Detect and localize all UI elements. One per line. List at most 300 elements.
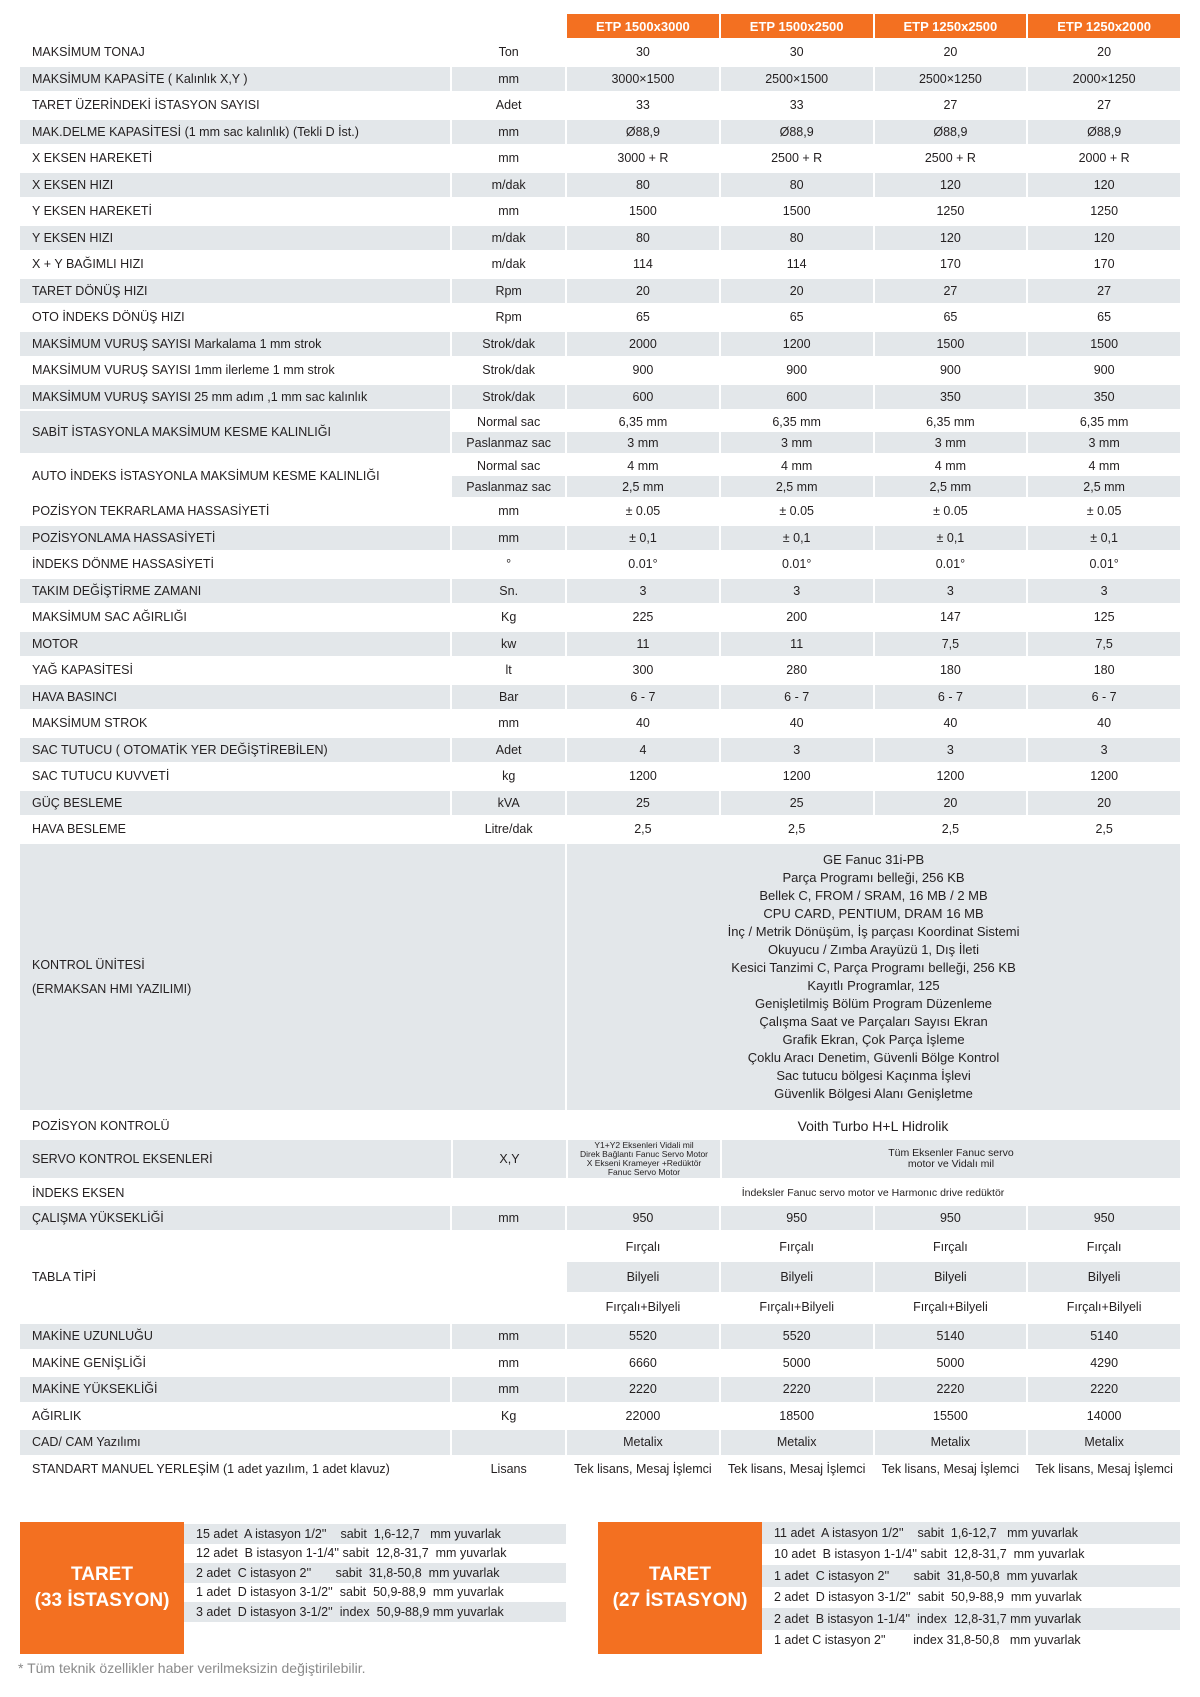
- row-value: 2,5: [787, 822, 806, 837]
- spec-rows-bottom: [20, 1324, 1180, 1481]
- row-unit: kw: [452, 632, 565, 657]
- row-unit: m/dak: [452, 226, 565, 251]
- spec-row: [20, 685, 1180, 710]
- row-value: 2220: [1028, 1377, 1180, 1402]
- spec-row: [20, 332, 1180, 357]
- row-unit: lt: [505, 663, 512, 678]
- row-value: 2,5 mm: [567, 476, 719, 497]
- row-label: STANDART MANUEL YERLEŞİM (1 adet yazılım, 1 adet klavuz): [32, 1461, 390, 1476]
- turret-section: [20, 1522, 1180, 1654]
- turret-27-list: [762, 1522, 1180, 1654]
- row-value-group: [721, 411, 873, 453]
- row-value: 7,5: [1028, 632, 1180, 657]
- row-value: 4 mm: [781, 458, 813, 473]
- table-type-option: Fırçalı+Bilyeli: [759, 1300, 834, 1314]
- row-value: ± 0,1: [875, 526, 1027, 551]
- row-value: 40: [943, 716, 958, 731]
- row-label: SAC TUTUCU ( OTOMATİK YER DEĞİŞTİREBİLEN): [20, 738, 450, 763]
- row-value: 120: [875, 173, 1027, 198]
- turret-33-badge: TARET (33 İSTASYON): [20, 1522, 184, 1654]
- spec-row: [20, 817, 1180, 842]
- turret-station-item: 11 adet A istasyon 1/2'' sabit 1,6-12,7 mm yuvarlak: [762, 1522, 1180, 1544]
- control-feature: Parça Programı belleği, 256 KB: [782, 869, 965, 885]
- row-value: 350: [1028, 385, 1180, 410]
- row-unit: [452, 1430, 565, 1455]
- row-value: 114: [786, 257, 807, 272]
- spec-row: [20, 40, 1180, 65]
- row-label: SAC TUTUCU KUVVETİ: [32, 769, 170, 784]
- row-label: İNDEKS EKSEN: [32, 1185, 125, 1200]
- row-value: 6 - 7: [1028, 685, 1180, 710]
- row-label: MAKSİMUM KAPASİTE ( Kalınlık X,Y ): [20, 67, 450, 92]
- row-value: 20: [567, 279, 719, 304]
- row-value: 20: [1097, 45, 1112, 60]
- control-feature: Kesici Tanzimi C, Parça Programı belleği, 256 KB: [731, 959, 1016, 975]
- row-unit: mm: [498, 151, 520, 166]
- row-value: 1200: [936, 769, 965, 784]
- row-unit: mm: [452, 67, 565, 92]
- row-value: 15500: [933, 1408, 968, 1423]
- row-unit: Rpm: [452, 279, 565, 304]
- row-value: 40: [635, 716, 650, 731]
- row-unit: mm: [452, 1324, 565, 1349]
- row-value: 80: [721, 173, 873, 198]
- control-feature: Sac tutucu bölgesi Kaçınma İşlevi: [776, 1067, 971, 1083]
- control-feature: Genişletilmiş Bölüm Program Düzenleme: [755, 995, 993, 1011]
- row-unit: Sn.: [452, 579, 565, 604]
- row-value: 5140: [1028, 1324, 1180, 1349]
- turret-station-item: 1 adet C istasyon 2" index 31,8-50,8 mm yuvarlak: [774, 1633, 1081, 1648]
- spec-row: [20, 1324, 1180, 1349]
- row-value: 225: [632, 610, 654, 625]
- turret-station-item: 3 adet D istasyon 3-1/2'' index 50,9-88,9 mm yuvarlak: [184, 1602, 566, 1622]
- row-value: 0.01°: [782, 557, 812, 572]
- row-unit: Kg: [501, 610, 517, 625]
- row-label: MAKSİMUM VURUŞ SAYISI 25 mm adım ,1 mm sac kalınlık: [20, 385, 450, 410]
- row-value: 25: [721, 791, 873, 816]
- row-unit: kVA: [452, 791, 565, 816]
- control-feature: Çoklu Aracı Denetim, Güvenli Bölge Kontrol: [747, 1049, 1000, 1065]
- servo-axes-row: [20, 1140, 1180, 1178]
- row-value: 27: [943, 98, 958, 113]
- row-value: 65: [943, 310, 958, 325]
- row-value: 170: [1093, 257, 1115, 272]
- row-label: TARET DÖNÜŞ HIZI: [20, 279, 450, 304]
- row-value: Metalix: [567, 1430, 719, 1455]
- row-value: ± 0.05: [933, 504, 968, 519]
- row-unit: Paslanmaz sac: [452, 432, 565, 453]
- spec-row: [20, 358, 1180, 383]
- row-value: ± 0.05: [779, 504, 814, 519]
- row-value: 6,35 mm: [618, 414, 668, 429]
- row-value: 5520: [567, 1324, 719, 1349]
- table-type-option: Fırçalı: [625, 1240, 661, 1254]
- row-value: 120: [1028, 173, 1180, 198]
- table-type-option: Fırçalı+Bilyeli: [913, 1300, 988, 1314]
- row-value: 2500×1500: [721, 67, 873, 92]
- row-label: MAKSİMUM TONAJ: [32, 45, 145, 60]
- spec-row: [20, 526, 1180, 551]
- row-unit: X,Y: [453, 1140, 566, 1178]
- row-value: 600: [567, 385, 719, 410]
- row-value: 1200: [629, 769, 657, 784]
- row-label: X EKSEN HAREKETİ: [32, 151, 153, 166]
- control-unit-row: [20, 844, 1180, 1110]
- control-feature: Kayıtlı Programlar, 125: [807, 977, 940, 993]
- row-value: 120: [1028, 226, 1180, 251]
- control-unit-label: KONTROL ÜNİTESİ: [32, 957, 145, 972]
- row-value-group: [1028, 411, 1180, 453]
- table-type-option: Fırçalı: [933, 1240, 968, 1254]
- row-value: 2,5 mm: [875, 476, 1027, 497]
- row-value: ± 0,1: [1028, 526, 1180, 551]
- row-value: 120: [875, 226, 1027, 251]
- row-unit: Ton: [498, 45, 519, 60]
- row-value: Ø88,9: [1028, 120, 1180, 145]
- turret-station-item: 1 adet D istasyon 3-1/2'' sabit 50,9-88,9 mm yuvarlak: [196, 1585, 504, 1600]
- row-unit: kg: [502, 769, 516, 784]
- row-value: 3: [721, 579, 873, 604]
- control-feature: Güvenlik Bölgesi Alanı Genişletme: [774, 1085, 973, 1101]
- row-value: ± 0.05: [625, 504, 661, 519]
- row-value: Ø88,9: [567, 120, 719, 145]
- row-value: ± 0.05: [1086, 504, 1122, 519]
- row-value: 80: [721, 226, 873, 251]
- row-value: 2000×1250: [1028, 67, 1180, 92]
- row-value: 27: [1097, 98, 1112, 113]
- row-value: Tek lisans, Mesaj İşlemci: [727, 1461, 866, 1476]
- spec-row: [20, 305, 1180, 330]
- row-value: 20: [721, 279, 873, 304]
- spec-row: [20, 1377, 1180, 1402]
- row-value: Tek lisans, Mesaj İşlemci: [574, 1461, 712, 1476]
- row-unit: Rpm: [495, 310, 522, 325]
- row-unit-group: [452, 411, 565, 453]
- row-value: 4 mm: [627, 458, 659, 473]
- turret-27-badge: TARET (27 İSTASYON): [598, 1522, 762, 1654]
- row-value: 1200: [1090, 769, 1119, 784]
- row-value: 6,35 mm: [926, 414, 975, 429]
- row-value: 2000: [567, 332, 719, 357]
- row-unit: mm: [452, 1377, 565, 1402]
- row-value: 6660: [629, 1355, 657, 1370]
- row-value: 3000×1500: [567, 67, 719, 92]
- row-value: 147: [939, 610, 961, 625]
- row-value: 6,35 mm: [772, 414, 821, 429]
- row-label: İNDEKS DÖNME HASSASİYETİ: [32, 557, 214, 572]
- row-label: MAKİNE UZUNLUĞU: [20, 1324, 450, 1349]
- spec-rows-cutting: [20, 411, 1180, 497]
- spec-rows-top: [20, 40, 1180, 409]
- spec-row: [20, 1404, 1180, 1429]
- row-label: YAĞ KAPASİTESİ: [32, 663, 133, 678]
- spec-row: [20, 1351, 1180, 1376]
- servo-line: motor ve Vidalı mil: [907, 1157, 995, 1170]
- row-value: 33: [635, 98, 650, 113]
- row-label: MAK.DELME KAPASİTESİ (1 mm sac kalınlık) (Tekli D İst.): [20, 120, 450, 145]
- row-value: 350: [875, 385, 1027, 410]
- index-axis-row: [20, 1180, 1180, 1206]
- turret-station-item: 1 adet C istasyon 2'' sabit 31,8-50,8 mm yuvarlak: [762, 1565, 1180, 1587]
- row-value: 3: [1028, 579, 1180, 604]
- turret-station-item: 10 adet B istasyon 1-1/4'' sabit 12,8-31,7 mm yuvarlak: [774, 1547, 1085, 1562]
- spec-row: [20, 579, 1180, 604]
- row-label: OTO İNDEKS DÖNÜŞ HIZI: [32, 310, 185, 325]
- row-value: 2500 + R: [924, 151, 976, 166]
- spec-row: [20, 252, 1180, 277]
- row-value: 2220: [875, 1377, 1027, 1402]
- spec-row: [20, 738, 1180, 763]
- row-value: 1500: [875, 332, 1027, 357]
- spec-row: [20, 632, 1180, 657]
- row-value: 1250: [936, 204, 965, 219]
- row-unit: mm: [452, 1206, 565, 1231]
- spec-row: [20, 173, 1180, 198]
- servo-line: Y1+Y2 Eksenleri Vidali mil: [594, 1139, 694, 1150]
- control-feature: Bellek C, FROM / SRAM, 16 MB / 2 MB: [759, 887, 988, 903]
- row-value: 2,5: [634, 822, 652, 837]
- row-value: 3: [1028, 738, 1180, 763]
- row-label: MOTOR: [20, 632, 450, 657]
- row-label: TABLA TİPİ: [32, 1270, 97, 1284]
- row-value: 2220: [567, 1377, 719, 1402]
- spec-rows-mid: [20, 499, 1180, 842]
- spec-row: [20, 385, 1180, 410]
- row-label: MAKİNE GENİŞLİĞİ: [32, 1355, 146, 1370]
- row-label: X EKSEN HIZI: [20, 173, 450, 198]
- row-value: Ø88,9: [721, 120, 873, 145]
- row-unit: m/dak: [491, 257, 526, 272]
- table-type-column: [1028, 1232, 1180, 1322]
- control-feature: İnç / Metrik Dönüşüm, İş parçası Koordinat Sistemi: [727, 923, 1020, 939]
- spec-row: [20, 199, 1180, 224]
- position-control-row: [20, 1112, 1180, 1140]
- row-value: 900: [632, 363, 654, 378]
- row-value: 2,5 mm: [1028, 476, 1180, 497]
- table-type-row: [20, 1232, 1180, 1322]
- row-unit: Lisans: [490, 1461, 527, 1476]
- row-label: MAKSİMUM SAC AĞIRLIĞI: [32, 610, 187, 625]
- row-value: 1250: [1090, 204, 1119, 219]
- row-label: MAKİNE YÜKSEKLİĞİ: [20, 1377, 450, 1402]
- table-type-column: [721, 1232, 873, 1322]
- row-value: 5000: [936, 1355, 965, 1370]
- row-value: 600: [721, 385, 873, 410]
- row-value: 5000: [782, 1355, 811, 1370]
- row-value: Ø88,9: [875, 120, 1027, 145]
- table-type-option: Fırçalı+Bilyeli: [1066, 1300, 1142, 1314]
- cutting-thickness-row: [20, 411, 1180, 453]
- row-unit: Adet: [495, 98, 522, 113]
- table-type-option: Bilyeli: [1028, 1262, 1180, 1292]
- index-axis-value: İndeksler Fanuc servo motor ve Harmonıc drive redüktör: [741, 1186, 1005, 1199]
- spec-row: [20, 67, 1180, 92]
- footnote: * Tüm teknik özellikler haber verilmeksizin değiştirilebilir.: [18, 1660, 366, 1676]
- row-label: MAKSİMUM STROK: [32, 716, 148, 731]
- spec-row: [20, 499, 1180, 524]
- row-value: 3: [567, 579, 719, 604]
- row-value: 3 mm: [567, 432, 719, 453]
- row-value: 0.01°: [628, 557, 658, 572]
- servo-line: X Ekseni Krameyer +Redüktör: [586, 1157, 702, 1168]
- row-value: 900: [786, 363, 808, 378]
- spec-row: [20, 658, 1180, 683]
- control-unit-features: [567, 844, 1180, 1110]
- row-value: 1200: [721, 332, 873, 357]
- row-value-group: [567, 455, 719, 497]
- row-label: CAD/ CAM Yazılımı: [20, 1430, 450, 1455]
- row-value: 6 - 7: [721, 685, 873, 710]
- row-value: 900: [939, 363, 961, 378]
- row-value: ± 0,1: [721, 526, 873, 551]
- row-value: 1500: [782, 204, 811, 219]
- row-value: Tek lisans, Mesaj İşlemci: [881, 1461, 1020, 1476]
- row-value: 2500×1250: [875, 67, 1027, 92]
- row-value: 1500: [629, 204, 657, 219]
- row-value: 3 mm: [875, 432, 1027, 453]
- servo-line: Tüm Eksenler Fanuc servo: [888, 1146, 1014, 1159]
- row-label: ÇALIŞMA YÜKSEKLİĞİ: [20, 1206, 450, 1231]
- spec-row: [20, 791, 1180, 816]
- row-unit: mm: [498, 716, 520, 731]
- servo-value-rest: [722, 1140, 1180, 1178]
- row-value: 125: [1093, 610, 1115, 625]
- row-label: MAKSİMUM VURUŞ SAYISI Markalama 1 mm strok: [20, 332, 450, 357]
- row-value: 6,35 mm: [1079, 414, 1129, 429]
- servo-line: Direk Bağlantı Fanuc Servo Motor: [579, 1148, 709, 1159]
- spec-row: [20, 552, 1180, 577]
- row-label: TARET ÜZERİNDEKİ İSTASYON SAYISI: [32, 98, 260, 113]
- turret-27-panel: [598, 1522, 1180, 1654]
- table-type-option: Fırçalı: [779, 1240, 815, 1254]
- row-value: 2,5 mm: [721, 476, 873, 497]
- row-value: 950: [721, 1206, 873, 1231]
- row-label: SABİT İSTASYONLA MAKSİMUM KESME KALINLIĞI: [20, 411, 450, 453]
- row-value: 0.01°: [935, 557, 966, 572]
- model-header: ETP 1250x2500: [875, 14, 1027, 38]
- row-unit: mm: [498, 204, 520, 219]
- row-value: 20: [1028, 791, 1180, 816]
- model-header: ETP 1500x3000: [567, 14, 719, 38]
- row-value: 3 mm: [721, 432, 873, 453]
- row-value: 7,5: [875, 632, 1027, 657]
- spec-row: [20, 226, 1180, 251]
- row-value: Metalix: [721, 1430, 873, 1455]
- row-value: 1500: [1028, 332, 1180, 357]
- row-value: 20: [943, 45, 958, 60]
- row-value: 14000: [1086, 1408, 1122, 1423]
- row-value: 5520: [721, 1324, 873, 1349]
- row-value: 3: [721, 738, 873, 763]
- table-type-option: Fırçalı: [1086, 1240, 1122, 1254]
- row-value: 950: [567, 1206, 719, 1231]
- row-unit: mm: [452, 120, 565, 145]
- row-value: 11: [567, 632, 719, 657]
- table-type-option: Bilyeli: [875, 1262, 1027, 1292]
- row-value: 20: [875, 791, 1027, 816]
- row-value: 2,5: [1095, 822, 1113, 837]
- row-value: 280: [786, 663, 808, 678]
- table-type-column: [875, 1232, 1027, 1322]
- row-unit: Strok/dak: [452, 385, 565, 410]
- row-unit: Kg: [501, 1408, 517, 1423]
- row-value: 950: [1028, 1206, 1180, 1231]
- spec-row: [20, 1457, 1180, 1482]
- control-unit-sublabel: (ERMAKSAN HMI YAZILIMI): [32, 981, 192, 996]
- row-value-group: [1028, 455, 1180, 497]
- row-unit-group: [452, 455, 565, 497]
- row-value: 4: [567, 738, 719, 763]
- row-value: 200: [786, 610, 808, 625]
- row-value: 40: [789, 716, 804, 731]
- row-unit: mm: [498, 1355, 520, 1370]
- row-value: 0.01°: [1089, 557, 1119, 572]
- turret-station-item: 2 adet B istasyon 1-1/4'' index 12,8-31,7 mm yuvarlak: [762, 1608, 1180, 1630]
- row-value: ± 0,1: [567, 526, 719, 551]
- row-value: Metalix: [1028, 1430, 1180, 1455]
- turret-33-panel: [20, 1522, 566, 1654]
- table-type-column: [567, 1232, 719, 1322]
- row-value: 900: [1093, 363, 1115, 378]
- row-value: 3: [875, 579, 1027, 604]
- row-value: 2220: [721, 1377, 873, 1402]
- row-value: 4 mm: [1088, 458, 1120, 473]
- row-unit: °: [506, 557, 512, 572]
- row-label: POZİSYON TEKRARLAMA HASSASİYETİ: [32, 504, 270, 519]
- row-value: 65: [789, 310, 804, 325]
- working-height-row: [20, 1206, 1180, 1231]
- control-feature: Grafik Ekran, Çok Parça İşleme: [782, 1031, 965, 1047]
- row-label: POZİSYONLAMA HASSASİYETİ: [20, 526, 450, 551]
- row-value: 5140: [875, 1324, 1027, 1349]
- spec-row: [20, 120, 1180, 145]
- turret-station-item: 12 adet B istasyon 1-1/4'' sabit 12,8-31,7 mm yuvarlak: [196, 1546, 507, 1561]
- row-unit: Litre/dak: [484, 822, 533, 837]
- row-value: 65: [1097, 310, 1112, 325]
- row-value: 3: [875, 738, 1027, 763]
- row-unit: mm: [452, 526, 565, 551]
- model-header-row: [20, 14, 1180, 38]
- row-label: X + Y BAĞIMLI HIZI: [32, 257, 144, 272]
- row-value: 27: [1028, 279, 1180, 304]
- servo-value-first: [568, 1140, 720, 1178]
- model-header: ETP 1500x2500: [721, 14, 873, 38]
- turret-33-list: [184, 1522, 566, 1654]
- spec-row: [20, 279, 1180, 304]
- row-value: 80: [567, 226, 719, 251]
- row-unit: Bar: [452, 685, 565, 710]
- row-unit: m/dak: [452, 173, 565, 198]
- row-value: 950: [875, 1206, 1027, 1231]
- row-label: HAVA BASINCI: [20, 685, 450, 710]
- row-value: 33: [789, 98, 804, 113]
- row-label: POZİSYON KONTROLÜ: [32, 1118, 170, 1133]
- row-unit: Normal sac: [477, 414, 541, 429]
- row-value: 30: [635, 45, 650, 60]
- row-unit: Paslanmaz sac: [452, 476, 565, 497]
- row-value: 6 - 7: [567, 685, 719, 710]
- spec-row: [20, 605, 1180, 630]
- control-feature: CPU CARD, PENTIUM, DRAM 16 MB: [763, 905, 984, 921]
- row-value: 4290: [1090, 1355, 1119, 1370]
- row-value: 1200: [782, 769, 811, 784]
- turret-station-item: 2 adet D istasyon 3-1/2'' sabit 50,9-88,9 mm yuvarlak: [774, 1590, 1082, 1605]
- spec-row: [20, 146, 1180, 171]
- row-value: 3 mm: [1028, 432, 1180, 453]
- spec-sheet: [20, 14, 1180, 1483]
- row-value: 2,5: [941, 822, 960, 837]
- row-value: 65: [635, 310, 650, 325]
